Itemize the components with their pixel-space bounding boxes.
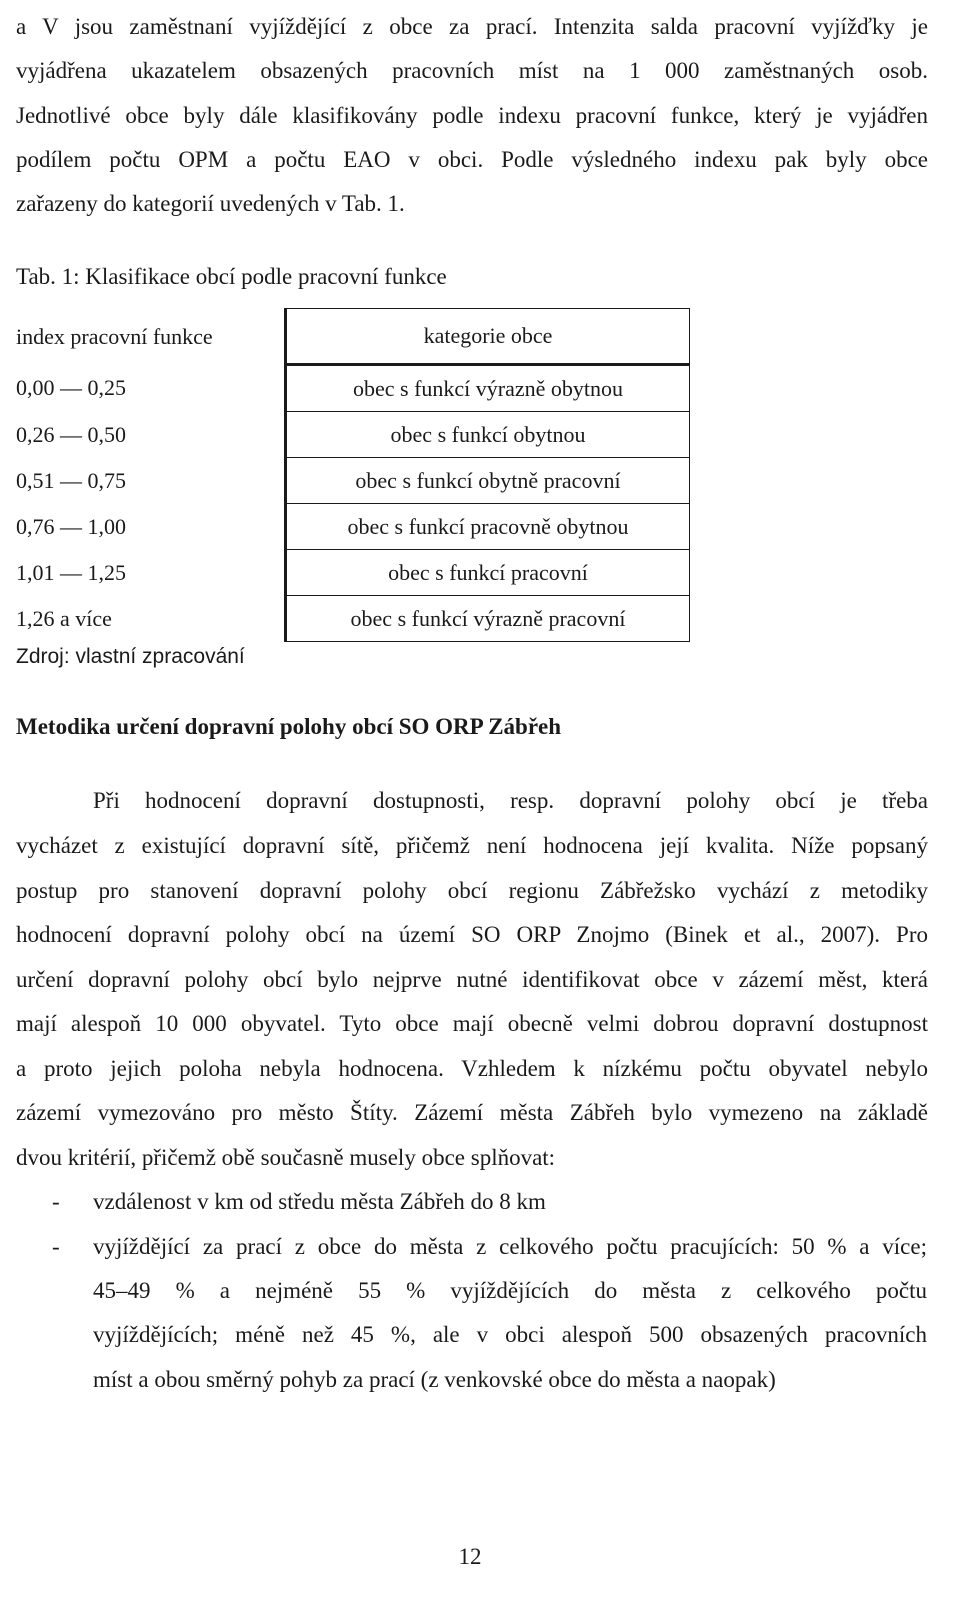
- classification-table: [16, 308, 690, 642]
- section-heading: Metodika určení dopravní polohy obcí SO ORP Zábřeh: [16, 714, 562, 739]
- table-row: [16, 412, 690, 458]
- body-line: určení dopravní polohy obcí bylo nejprve nutné identifikovat obce v zázemí měst, která: [16, 967, 928, 992]
- table-row: [16, 504, 690, 550]
- body-line: zázemí vymezováno pro město Štíty. Zázemí města Zábřeh bylo vymezeno na základě: [16, 1100, 928, 1125]
- body-line: Při hodnocení dopravní dostupnosti, resp. dopravní polohy obcí je třeba: [93, 788, 928, 813]
- table-row: [16, 550, 690, 596]
- body-line: postup pro stanovení dopravní polohy obcí regionu Zábřežsko vychází z metodiky: [16, 878, 928, 903]
- index-cell: 1,26 a více: [16, 605, 112, 631]
- header-category: kategorie obce: [286, 309, 690, 365]
- header-index: index pracovní funkce: [16, 323, 213, 349]
- table-caption: Tab. 1: Klasifikace obcí podle pracovní funkce: [16, 264, 447, 289]
- category-cell: obec s funkcí výrazně pracovní: [286, 596, 690, 642]
- table-source: Zdroj: vlastní zpracování: [16, 645, 245, 668]
- body-line: mají alespoň 10 000 obyvatel. Tyto obce mají obecně velmi dobrou dopravní dostupnost: [16, 1011, 928, 1036]
- category-cell: obec s funkcí výrazně obytnou: [286, 365, 690, 412]
- bullet-line: vzdálenost v km od středu města Zábřeh do 8 km: [93, 1189, 546, 1214]
- index-cell: 0,26 — 0,50: [16, 421, 126, 447]
- category-cell: obec s funkcí pracovní: [286, 550, 690, 596]
- index-cell: 0,51 — 0,75: [16, 467, 126, 493]
- body-line: a proto jejich poloha nebyla hodnocena. Vzhledem k nízkému počtu obyvatel nebylo: [16, 1056, 928, 1081]
- intro-line: Jednotlivé obce byly dále klasifikovány podle indexu pracovní funkce, který je vyjádřen: [16, 103, 928, 128]
- table-row: [16, 596, 690, 642]
- category-cell: obec s funkcí obytnou: [286, 412, 690, 458]
- index-cell: 0,00 — 0,25: [16, 375, 126, 400]
- index-cell: 1,01 — 1,25: [16, 559, 126, 585]
- intro-line: zařazeny do kategorií uvedených v Tab. 1.: [16, 191, 405, 216]
- index-cell: 0,76 — 1,00: [16, 513, 126, 539]
- bullet-dash: -: [52, 1189, 60, 1214]
- category-cell: obec s funkcí pracovně obytnou: [286, 504, 690, 550]
- page-number: 12: [458, 1544, 482, 1569]
- intro-line: a V jsou zaměstnaní vyjíždějící z obce za prací. Intenzita salda pracovní vyjížďky je: [16, 14, 928, 39]
- table-row: [16, 365, 690, 412]
- bullet-dash: -: [52, 1234, 60, 1259]
- body-line: vycházet z existující dopravní sítě, přičemž není hodnocena její kvalita. Níže popsaný: [16, 833, 928, 858]
- bullet-line: vyjíždějících; méně než 45 %, ale v obci alespoň 500 obsazených pracovních: [93, 1322, 927, 1347]
- intro-line: vyjádřena ukazatelem obsazených pracovních míst na 1 000 zaměstnaných osob.: [16, 58, 928, 83]
- bullet-line: 45–49 % a nejméně 55 % vyjíždějících do města z celkového počtu: [93, 1278, 927, 1303]
- body-line: hodnocení dopravní polohy obcí na území SO ORP Znojmo (Binek et al., 2007). Pro: [16, 922, 928, 947]
- table-header-row: [16, 309, 690, 365]
- table-row: [16, 458, 690, 504]
- intro-line: podílem počtu OPM a počtu EAO v obci. Podle výsledného indexu pak byly obce: [16, 147, 928, 172]
- body-line: dvou kritérií, přičemž obě současně musely obce splňovat:: [16, 1145, 556, 1170]
- bullet-line: vyjíždějící za prací z obce do města z celkového počtu pracujících: 50 % a více;: [93, 1234, 927, 1259]
- bullet-line: míst a obou směrný pohyb za prací (z venkovské obce do města a naopak): [93, 1367, 776, 1392]
- category-cell: obec s funkcí obytně pracovní: [286, 458, 690, 504]
